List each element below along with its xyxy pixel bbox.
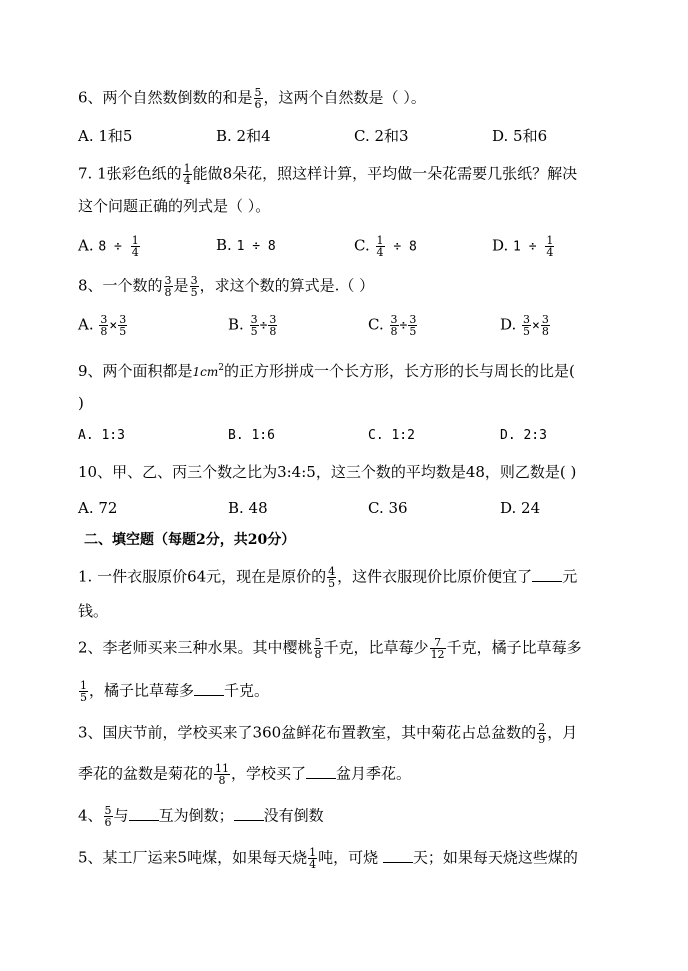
answer-blank[interactable] xyxy=(129,806,159,821)
f1-stem: 1. 一件衣服原价64元，现在是原价的 xyxy=(78,567,327,586)
q6-option-c[interactable]: C. 2和3 xyxy=(354,127,409,145)
answer-blank[interactable] xyxy=(532,567,562,582)
q7-option-a[interactable]: A. 8 ÷ $\frac{1}{4}$ xyxy=(78,234,139,259)
f3-stem-line2: 季花的盆数是菊花的 $\frac{11}{8}$ ，学校买了 盆月季花。 xyxy=(78,762,412,787)
fraction: $\frac{3}{5}$ xyxy=(119,313,127,338)
q9-option-c[interactable]: C. 1:2 xyxy=(368,428,415,443)
q8-option-c[interactable]: C. $\frac{3}{8}$ ÷ $\frac{3}{5}$ xyxy=(368,313,417,338)
q8-option-d[interactable]: D. $\frac{3}{5}$ × $\frac{3}{8}$ xyxy=(500,313,549,338)
fraction: $\frac{5}{6}$ xyxy=(104,804,112,829)
fraction: $\frac{3}{8}$ xyxy=(390,313,398,338)
fraction: $\frac{3}{5}$ xyxy=(523,313,531,338)
answer-blank[interactable] xyxy=(383,848,413,863)
fraction: $\frac{1}{4}$ xyxy=(309,846,317,871)
q10-option-c[interactable]: C. 36 xyxy=(368,499,408,517)
question-9: 9、两个面积都是$1cm^2$的正方形拼成一个长方形，长方形的长与周长的比是( xyxy=(78,362,575,380)
fraction: $\frac{3}{8}$ xyxy=(269,313,277,338)
question-8: 8、一个数的 $\frac{3}{8}$ 是 $\frac{3}{5}$ ，求这个数的算式是.（ ） xyxy=(78,274,375,299)
q6-option-b[interactable]: B. 2和4 xyxy=(216,127,271,145)
q8-option-a[interactable]: A. $\frac{3}{8}$ × $\frac{3}{5}$ xyxy=(78,313,127,338)
fill-question-4: 4、 $\frac{5}{6}$ 与 互为倒数； 没有倒数 xyxy=(78,804,324,829)
section-heading: 二、填空题（每题2分，共20分） xyxy=(84,532,296,548)
q9-stem-line2: ) xyxy=(78,394,84,412)
question-7 xyxy=(78,163,577,186)
q8-option-b[interactable]: B. $\frac{3}{5}$ ÷ $\frac{3}{8}$ xyxy=(228,313,277,338)
question-6 xyxy=(78,87,426,110)
q8-stem-tail: ，求这个数的算式是.（ ） xyxy=(199,276,375,295)
fraction: $\frac{1}{4}$ xyxy=(183,162,191,187)
answer-blank[interactable] xyxy=(306,764,336,779)
q9-option-b[interactable]: B. 1:6 xyxy=(228,428,275,443)
fraction: $\frac{3}{5}$ xyxy=(190,274,198,299)
fraction: $\frac{2}{9}$ xyxy=(538,721,546,746)
unit-text: 1cm xyxy=(192,365,219,379)
q7-option-b[interactable]: B. 1 ÷ 8 xyxy=(216,236,276,254)
f2-stem: 2、李老师买来三种水果。其中樱桃 xyxy=(78,638,313,657)
fraction: $\frac{3}{5}$ xyxy=(250,313,258,338)
fraction: $\frac{3}{8}$ xyxy=(541,313,549,338)
fill-question-3: 3、国庆节前，学校买来了360盆鲜花布置教室，其中菊花占总盆数的 $\frac{2}{9}$ ，月 xyxy=(78,721,578,746)
q8-stem: 8、一个数的 xyxy=(78,276,163,295)
q6-option-d[interactable]: D. 5和6 xyxy=(492,127,548,145)
answer-blank[interactable] xyxy=(234,806,264,821)
fill-question-1: 1. 一件衣服原价64元，现在是原价的 $\frac{4}{5}$ ，这件衣服现价比原价便宜了 元 xyxy=(78,565,578,590)
answer-blank[interactable] xyxy=(194,681,224,696)
fraction: $\frac{4}{5}$ xyxy=(328,565,336,590)
q7-option-d[interactable]: D. 1 ÷ $\frac{1}{4}$ xyxy=(492,234,554,259)
fraction: $\frac{1}{4}$ xyxy=(376,234,384,259)
fraction: $\frac{11}{8}$ xyxy=(215,762,230,787)
q10-option-d[interactable]: D. 24 xyxy=(500,499,541,517)
fraction: $\frac{3}{5}$ xyxy=(409,313,417,338)
fraction: $\frac{3}{8}$ xyxy=(100,313,108,338)
fraction: $\frac{1}{4}$ xyxy=(546,234,554,259)
fraction: $\frac{5}{6}$ xyxy=(254,86,262,111)
f1-stem-line2: 钱。 xyxy=(78,602,109,620)
q7-option-c[interactable]: C. $\frac{1}{4}$ ÷ 8 xyxy=(354,234,417,259)
q9-stem-tail: 的正方形拼成一个长方形，长方形的长与周长的比是( xyxy=(224,362,575,380)
question-10: 10、甲、乙、丙三个数之比为3:4:5，这三个数的平均数是48，则乙数是( ) xyxy=(78,463,577,481)
fraction: $\frac{7}{12}$ xyxy=(430,636,445,661)
q7-stem: 7. 1张彩色纸的 xyxy=(78,164,182,183)
fraction: $\frac{1}{4}$ xyxy=(131,234,139,259)
f2-stem-line2: $\frac{1}{5}$ ，橘子比草莓多 千克。 xyxy=(80,679,270,704)
q9-stem: 9、两个面积都是 xyxy=(78,362,193,380)
fraction: $\frac{1}{5}$ xyxy=(80,679,87,704)
fraction: $\frac{5}{8}$ xyxy=(314,636,322,661)
q7-stem-tail: 能做8朵花，照这样计算，平均做一朵花需要几张纸？解决 xyxy=(192,164,578,183)
fill-question-5: 5、某工厂运来5吨煤，如果每天烧 $\frac{1}{4}$ 吨，可烧 天；如果每天烧这些煤的 xyxy=(78,846,578,871)
q6-option-a[interactable]: A. 1和5 xyxy=(78,127,133,145)
q9-option-a[interactable]: A. 1:3 xyxy=(78,428,125,443)
fraction: $\frac{3}{8}$ xyxy=(164,274,172,299)
q6-stem: 6、两个自然数倒数的和是 xyxy=(78,88,253,107)
q10-option-a[interactable]: A. 72 xyxy=(78,499,118,517)
q7-stem-line2: 这个问题正确的列式是（ ）。 xyxy=(78,197,271,215)
f3-stem: 3、国庆节前，学校买来了360盆鲜花布置教室，其中菊花占总盆数的 xyxy=(78,723,537,742)
q9-option-d[interactable]: D. 2:3 xyxy=(500,428,547,443)
q6-stem-tail: ，这两个自然数是（ ）。 xyxy=(263,88,426,107)
fill-question-2: 2、李老师买来三种水果。其中樱桃 $\frac{5}{8}$ 千克，比草莓少 $\frac{7}{12}$ 千克，橘子比草莓多 xyxy=(78,636,582,661)
q10-option-b[interactable]: B. 48 xyxy=(228,499,268,517)
